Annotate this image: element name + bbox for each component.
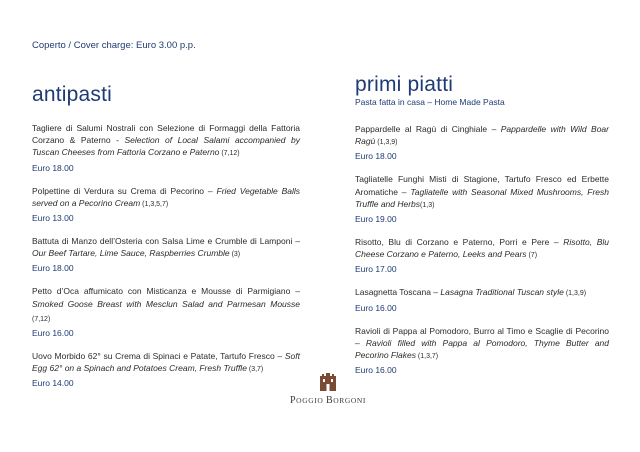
logo-name: POGGIO BORGONI bbox=[290, 395, 366, 406]
menu-item bbox=[32, 350, 300, 389]
logo bbox=[290, 372, 366, 406]
dish-separator: – bbox=[204, 185, 217, 196]
dish-separator: – bbox=[355, 337, 366, 348]
dish-price: Euro 17.00 bbox=[355, 264, 397, 275]
dish-italian-name: Tagliatelle Funghi Misti di Stagione, Tartufo Fresco ed Erbette Aromatiche bbox=[355, 174, 609, 197]
dish-english-name: Pappardelle with Wild Boar Ragù bbox=[355, 124, 609, 147]
dish-italian-name: Ravioli di Pappa al Pomodoro, Burro al Timo e Scaglie di Pecorino bbox=[355, 325, 609, 336]
menu-item bbox=[355, 123, 609, 162]
dish-english-name: Selection of Local Salami accompanied by Tuscan Cheeses from Fattoria Corzano e Paterno bbox=[32, 135, 301, 158]
dish-english-name: Ravioli filled with Pappa al Pomodoro, Thyme Butter and Pecorino Flakes bbox=[355, 337, 610, 361]
menu-item bbox=[355, 286, 609, 313]
dish-separator: – bbox=[487, 124, 501, 134]
dish-separator: – bbox=[398, 186, 411, 197]
dish-allergens: (1,3,9) bbox=[563, 290, 587, 298]
dish-separator: - bbox=[110, 135, 125, 146]
primi-subtitle: Pasta fatta in casa – Home Made Pasta bbox=[355, 97, 505, 107]
dish-price: Euro 18.00 bbox=[32, 162, 74, 173]
dish-separator: – bbox=[430, 287, 441, 298]
dish-price: Euro 18.00 bbox=[355, 151, 397, 162]
menu-item-description bbox=[355, 286, 609, 300]
primi-list bbox=[355, 123, 609, 376]
menu-item bbox=[355, 325, 609, 377]
dish-italian-name: Risotto, Blu di Corzano e Paterno, Porri e Pere bbox=[355, 237, 550, 248]
dish-english-name: Risotto, Blu Cheese Corzano e Paterno, Leeks and Pears bbox=[355, 237, 609, 260]
menu-item bbox=[32, 122, 300, 174]
dish-separator: – bbox=[549, 237, 564, 248]
primi-title: primi piatti bbox=[355, 73, 454, 96]
dish-english-name: Smoked Goose Breast with Mesclun Salad and Parmesan Mousse bbox=[32, 298, 300, 309]
dish-english-name: Fried Vegetable Balls served on a Pecorino Cream bbox=[32, 185, 301, 208]
menu-item-description bbox=[355, 325, 609, 364]
dish-italian-name: Pappardelle al Ragù di Cinghiale bbox=[355, 124, 488, 134]
dish-allergens: (1,3,7) bbox=[415, 353, 439, 361]
dish-english-name: Lasagna Traditional Tuscan style bbox=[440, 287, 564, 298]
dish-allergens: (7,12) bbox=[32, 315, 51, 323]
dish-allergens: (1,3) bbox=[420, 201, 435, 209]
menu-item bbox=[355, 173, 609, 225]
dish-allergens: (7,12) bbox=[219, 150, 240, 158]
menu-item-description bbox=[32, 185, 300, 211]
menu-item bbox=[32, 235, 300, 274]
menu-item-description bbox=[355, 236, 609, 262]
menu-item bbox=[32, 185, 300, 224]
primi-section bbox=[355, 74, 609, 387]
dish-italian-name: Uovo Morbido 62° su Crema di Spinaci e Patate, Tartufo Fresco bbox=[32, 351, 275, 362]
dish-allergens: (3,7) bbox=[246, 366, 264, 374]
cover-charge-label: Coperto / Cover charge: bbox=[32, 40, 134, 51]
menu-item-description bbox=[355, 123, 609, 149]
dish-price: Euro 16.00 bbox=[355, 365, 397, 376]
dish-separator: – bbox=[290, 286, 300, 297]
menu-item-description bbox=[32, 350, 300, 376]
dish-price: Euro 16.00 bbox=[32, 328, 74, 339]
castle-logo-icon bbox=[319, 372, 337, 392]
menu-item bbox=[355, 236, 609, 275]
dish-italian-name: Polpettine di Verdura su Crema di Pecorino bbox=[32, 185, 205, 196]
dish-english-name: Our Beef Tartare, Lime Sauce, Raspberries Crumble bbox=[32, 248, 230, 259]
dish-allergens: (1,3,5,7) bbox=[140, 200, 169, 208]
menu-item-description bbox=[32, 285, 300, 326]
menu-item-description bbox=[32, 122, 300, 161]
dish-price: Euro 16.00 bbox=[355, 302, 397, 313]
dish-price: Euro 18.00 bbox=[32, 263, 74, 274]
antipasti-list bbox=[32, 122, 300, 389]
dish-separator: – bbox=[274, 351, 285, 362]
dish-english-name: Soft Egg 62° on a Spinach and Potatoes Cream, Fresh Truffle bbox=[32, 351, 300, 374]
antipasti-section bbox=[32, 84, 300, 400]
dish-italian-name: Petto d’Oca affumicato con Misticanza e Mousse di Parmigiano bbox=[32, 286, 291, 297]
menu-item-description bbox=[355, 173, 609, 212]
menu-item bbox=[32, 285, 300, 339]
dish-english-name: Tagliatelle with Seasonal Mixed Mushrooms, Fresh Truffle and Herbs bbox=[355, 186, 609, 209]
dish-price: Euro 19.00 bbox=[355, 214, 397, 225]
dish-allergens: (7) bbox=[526, 252, 538, 260]
cover-charge bbox=[32, 40, 196, 51]
dish-italian-name: Tagliere di Salumi Nostrali con Selezione di Formaggi della Fattoria Corzano & Paterno bbox=[32, 123, 300, 146]
dish-italian-name: Lasagnetta Toscana bbox=[355, 287, 431, 298]
antipasti-title: antipasti bbox=[32, 83, 113, 106]
cover-charge-value: Euro 3.00 p.p. bbox=[136, 40, 196, 51]
menu-item-description bbox=[32, 235, 300, 261]
dish-price: Euro 13.00 bbox=[32, 213, 74, 224]
dish-separator: – bbox=[292, 236, 301, 247]
dish-allergens: (3) bbox=[229, 251, 241, 259]
dish-price: Euro 14.00 bbox=[32, 378, 74, 389]
dish-allergens: (1,3,9) bbox=[375, 139, 398, 147]
dish-italian-name: Battuta di Manzo dell’Osteria con Salsa Lime e Crumble di Lamponi bbox=[32, 236, 293, 247]
